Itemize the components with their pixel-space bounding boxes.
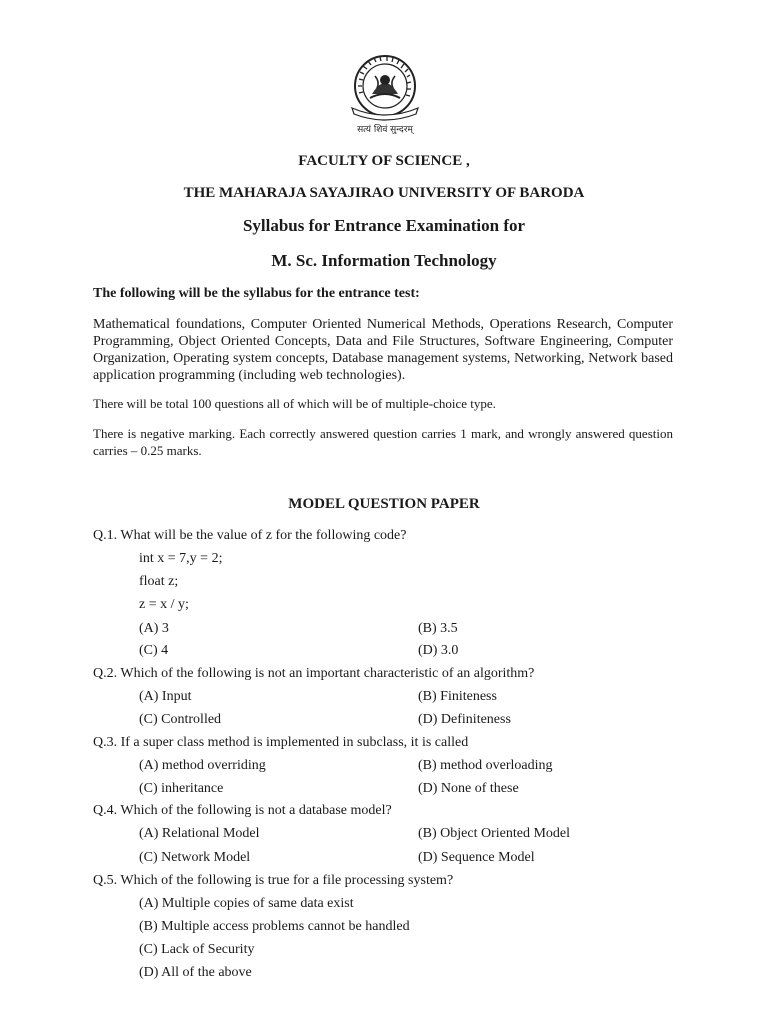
q3-option-c: (C) inheritance (139, 781, 224, 796)
q3-option-d: (D) None of these (418, 781, 519, 796)
q1-code-line: int x = 7,y = 2; (139, 551, 223, 566)
total-questions-note: There will be total 100 questions all of which will be of multiple-choice type. (93, 396, 496, 411)
q4-option-b: (B) Object Oriented Model (418, 826, 571, 841)
negative-marking-note: There is negative marking. Each correctly answered question carries 1 mark, and wrongly answered question carries – 0.25 marks. (93, 426, 673, 458)
q2-option-a: (A) Input (139, 689, 192, 704)
q1-code-line: float z; (139, 574, 179, 589)
logo-motto: सत्यं शिवं सुन्दरम् (357, 125, 413, 134)
question-3: Q.3. If a super class method is implemented in subclass, it is called (93, 735, 469, 750)
q1-code-line: z = x / y; (139, 597, 189, 612)
q5-option-a: (A) Multiple copies of same data exist (139, 896, 354, 911)
syllabus-title: Syllabus for Entrance Examination for (242, 216, 526, 235)
q2-option-d: (D) Definiteness (418, 712, 511, 727)
university-seal-logo (330, 52, 440, 134)
q1-option-b: (B) 3.5 (418, 621, 458, 636)
q5-option-c: (C) Lack of Security (139, 942, 255, 957)
question-5: Q.5. Which of the following is true for a file processing system? (93, 873, 454, 888)
q1-option-d: (D) 3.0 (418, 643, 459, 658)
university-heading: THE MAHARAJA SAYAJIRAO UNIVERSITY OF BARODA (183, 185, 585, 201)
syllabus-topics: Mathematical foundations, Computer Oriented Numerical Methods, Operations Research, Computer Programming, Object Oriented Concepts, Data and File Structures, Software Engineering, Computer Organization, Operating system concepts, Database management systems, Networking, Network based application programming (including web technologies). (93, 317, 673, 383)
q3-option-a: (A) method overriding (139, 758, 266, 773)
question-2: Q.2. Which of the following is not an important characteristic of an algorithm? (93, 666, 535, 681)
q2-option-b: (B) Finiteness (418, 689, 497, 704)
q5-option-d: (D) All of the above (139, 965, 252, 980)
q4-option-a: (A) Relational Model (139, 826, 260, 841)
question-1: Q.1. What will be the value of z for the following code? (93, 528, 407, 543)
q3-option-b: (B) method overloading (418, 758, 553, 773)
q4-option-c: (C) Network Model (139, 850, 251, 865)
syllabus-intro: The following will be the syllabus for the entrance test: (93, 286, 420, 301)
faculty-heading: FACULTY OF SCIENCE , (298, 153, 470, 169)
q1-option-a: (A) 3 (139, 621, 169, 636)
question-4: Q.4. Which of the following is not a database model? (93, 803, 392, 818)
q1-option-c: (C) 4 (139, 643, 169, 658)
program-title: M. Sc. Information Technology (271, 251, 497, 270)
model-paper-title: MODEL QUESTION PAPER (288, 496, 480, 512)
q2-option-c: (C) Controlled (139, 712, 222, 727)
q4-option-d: (D) Sequence Model (418, 850, 535, 865)
q5-option-b: (B) Multiple access problems cannot be handled (139, 919, 410, 934)
